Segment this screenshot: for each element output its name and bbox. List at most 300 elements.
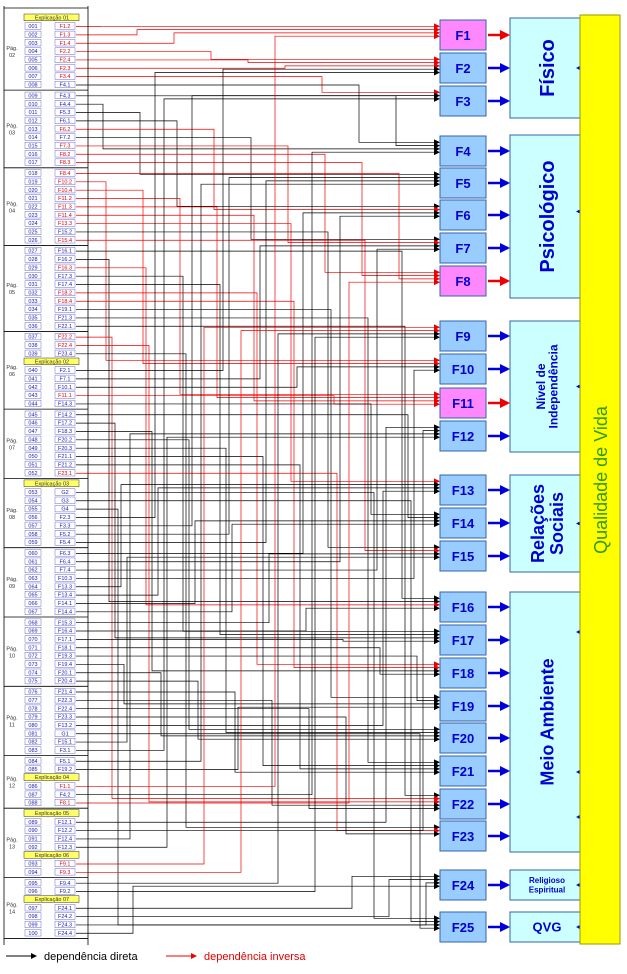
question-code: 078 bbox=[28, 706, 38, 713]
page-label: 11 bbox=[9, 722, 15, 729]
question-code: 074 bbox=[28, 670, 38, 677]
question-code: 071 bbox=[28, 645, 38, 652]
dependency-line bbox=[76, 681, 439, 739]
question-facet-code: F16.2 bbox=[57, 257, 73, 264]
question-code: 079 bbox=[28, 714, 38, 721]
question-code: 086 bbox=[28, 783, 38, 790]
question-facet-code: F16.4 bbox=[57, 628, 73, 635]
page-label: Pág. bbox=[6, 123, 18, 130]
page-label: Pág. bbox=[6, 776, 18, 783]
question-code: 047 bbox=[28, 429, 38, 436]
dependency-line bbox=[76, 146, 439, 243]
question-code: 066 bbox=[28, 601, 38, 608]
page-label: Pág. bbox=[6, 438, 18, 445]
facet-label: F6 bbox=[455, 208, 471, 223]
page-label: 02 bbox=[8, 53, 16, 60]
domain-label: Nível de bbox=[533, 363, 548, 410]
question-facet-code: F22.1 bbox=[57, 323, 73, 330]
question-facet-code: G4 bbox=[61, 506, 69, 513]
question-code: 046 bbox=[28, 420, 38, 427]
dependency-line bbox=[76, 181, 439, 543]
question-code: 041 bbox=[28, 376, 38, 383]
question-facet-code: F1.2 bbox=[59, 24, 71, 31]
question-code: 057 bbox=[28, 523, 38, 530]
question-code: 017 bbox=[28, 160, 38, 167]
question-facet-code: F22.4 bbox=[57, 706, 73, 713]
facet-label: F19 bbox=[451, 699, 475, 714]
page-label: Pág. bbox=[6, 201, 18, 208]
page-label: Pág. bbox=[6, 365, 18, 372]
dependency-line bbox=[76, 163, 439, 276]
question-code: 024 bbox=[28, 221, 38, 228]
dependency-line bbox=[76, 700, 439, 805]
question-facet-code: F18.2 bbox=[57, 290, 73, 297]
dependency-line bbox=[76, 457, 439, 766]
facet-label: F25 bbox=[451, 920, 475, 935]
dependency-line bbox=[76, 85, 439, 142]
question-code: 053 bbox=[28, 490, 38, 496]
question-code: 010 bbox=[28, 101, 38, 108]
question-code: 008 bbox=[28, 82, 38, 89]
explicacao-label: Explicação 07 bbox=[34, 897, 70, 904]
question-code: 091 bbox=[28, 836, 38, 843]
dependency-line bbox=[76, 184, 439, 761]
question-facet-code: F9.3 bbox=[59, 869, 71, 876]
dependency-line bbox=[76, 224, 439, 482]
question-facet-code: F13.3 bbox=[57, 221, 73, 228]
question-facet-code: F17.1 bbox=[57, 636, 73, 643]
facet-label: F22 bbox=[451, 797, 475, 812]
dependency-line bbox=[76, 354, 439, 827]
question-facet-code: F3.3 bbox=[59, 523, 71, 530]
question-code: 088 bbox=[28, 800, 38, 807]
explicacao-label: Explicação 02 bbox=[34, 359, 70, 366]
question-code: 012 bbox=[28, 118, 38, 125]
dependency-line bbox=[76, 268, 439, 605]
dependency-line bbox=[76, 251, 439, 598]
question-facet-code: F20.4 bbox=[57, 678, 73, 685]
question-facet-code: F11.1 bbox=[58, 393, 72, 400]
dependency-line bbox=[76, 249, 439, 570]
question-facet-code: F4.3 bbox=[59, 93, 71, 100]
question-facet-code: F24.4 bbox=[57, 930, 73, 937]
question-facet-code: F12.1 bbox=[57, 819, 73, 826]
dependency-line bbox=[76, 207, 439, 398]
question-code: 052 bbox=[28, 470, 38, 477]
question-code: 056 bbox=[28, 515, 38, 522]
question-facet-code: F22.3 bbox=[57, 697, 73, 704]
question-facet-code: F8.1 bbox=[59, 800, 71, 807]
question-facet-code: F18.4 bbox=[57, 298, 73, 305]
question-code: 068 bbox=[28, 620, 38, 627]
question-facet-code: F5.1 bbox=[59, 758, 71, 765]
question-facet-code: F5.3 bbox=[59, 110, 71, 117]
page-label: 09 bbox=[8, 584, 16, 591]
dependency-line bbox=[76, 427, 439, 822]
question-code: 033 bbox=[28, 298, 38, 305]
domain-label: Independência bbox=[546, 344, 561, 429]
question-facet-code: F3.1 bbox=[59, 748, 71, 754]
question-code: 034 bbox=[28, 307, 38, 314]
dependency-line bbox=[76, 73, 439, 518]
dependency-line bbox=[76, 707, 439, 769]
domain-label: Sociais bbox=[546, 491, 567, 556]
facet-label: F20 bbox=[451, 731, 475, 746]
question-facet-code: F9.4 bbox=[59, 880, 71, 887]
legend-direct-label: dependência direta bbox=[44, 951, 138, 963]
domain-label: Espiritual bbox=[528, 885, 566, 895]
question-facet-code: F2.3 bbox=[59, 515, 71, 522]
dependency-line bbox=[76, 121, 439, 206]
question-facet-code: F7.3 bbox=[59, 143, 71, 150]
question-code: 058 bbox=[28, 531, 38, 538]
question-facet-code: F7.4 bbox=[59, 567, 71, 574]
facet-label: F17 bbox=[451, 633, 475, 648]
question-facet-code: F18.3 bbox=[57, 429, 73, 436]
question-facet-code: F20.3 bbox=[57, 445, 73, 452]
dependency-line bbox=[76, 709, 439, 809]
question-code: 085 bbox=[28, 767, 38, 774]
page-label: 03 bbox=[8, 130, 16, 137]
question-code: 014 bbox=[28, 135, 38, 142]
question-facet-code: F15.2 bbox=[57, 229, 73, 236]
question-facet-code: F11.2 bbox=[58, 196, 72, 203]
dependency-line bbox=[76, 173, 439, 278]
question-code: 030 bbox=[28, 273, 38, 280]
question-facet-code: F11.4 bbox=[58, 212, 72, 219]
domain-label: QVG bbox=[532, 919, 562, 935]
question-code: 032 bbox=[28, 290, 38, 297]
question-code: 054 bbox=[28, 498, 38, 505]
dependency-line bbox=[76, 66, 439, 68]
question-facet-code: F8.2 bbox=[59, 151, 71, 158]
question-code: 023 bbox=[28, 212, 38, 219]
question-code: 018 bbox=[28, 171, 38, 178]
page-label: 05 bbox=[8, 290, 16, 297]
facet-label: F21 bbox=[451, 764, 475, 779]
dependency-line bbox=[76, 876, 439, 908]
question-code: 004 bbox=[28, 49, 38, 56]
question-facet-code: F2.3 bbox=[59, 65, 71, 72]
question-code: 097 bbox=[28, 905, 38, 912]
dependency-line bbox=[76, 415, 439, 518]
question-code: 050 bbox=[28, 454, 38, 461]
dependency-line bbox=[76, 113, 439, 175]
dependency-line bbox=[76, 30, 439, 35]
facet-label: F1 bbox=[455, 28, 471, 43]
question-facet-code: F24.3 bbox=[57, 922, 73, 929]
dependency-line bbox=[76, 639, 439, 641]
dependency-line bbox=[76, 501, 439, 922]
question-facet-code: F22.4 bbox=[57, 343, 73, 350]
question-facet-code: F8.4 bbox=[59, 171, 71, 178]
question-code: 045 bbox=[28, 412, 38, 419]
facet-label: F7 bbox=[455, 241, 471, 256]
question-facet-code: F15.4 bbox=[57, 237, 73, 244]
dependency-line bbox=[76, 178, 439, 535]
question-facet-code: F3.4 bbox=[59, 74, 71, 81]
question-code: 036 bbox=[28, 323, 38, 330]
dependency-line bbox=[76, 154, 439, 272]
question-facet-code: F9.2 bbox=[59, 889, 71, 896]
question-code: 090 bbox=[28, 828, 38, 835]
dependency-line bbox=[76, 327, 439, 864]
question-code: 087 bbox=[28, 792, 38, 799]
facet-label: F12 bbox=[451, 429, 475, 444]
question-code: 011 bbox=[28, 110, 38, 117]
question-code: 084 bbox=[28, 758, 38, 765]
question-facet-code: F19.3 bbox=[57, 653, 73, 660]
dependency-line bbox=[76, 440, 439, 729]
question-code: 067 bbox=[28, 609, 38, 616]
dependency-line bbox=[76, 396, 439, 405]
question-facet-code: F21.3 bbox=[57, 315, 73, 322]
question-code: 061 bbox=[28, 559, 38, 566]
question-list bbox=[4, 6, 88, 945]
question-facet-code: F14.3 bbox=[57, 401, 73, 408]
question-code: 015 bbox=[28, 143, 38, 150]
question-code: 075 bbox=[28, 678, 38, 685]
question-facet-code: F17.3 bbox=[57, 273, 73, 280]
question-facet-code: F17.2 bbox=[57, 420, 73, 427]
question-code: 073 bbox=[28, 662, 38, 668]
question-facet-code: F7.1 bbox=[59, 376, 71, 383]
facet-label: F10 bbox=[451, 362, 475, 377]
facet-label: F13 bbox=[451, 483, 475, 498]
facet-label: F2 bbox=[455, 61, 471, 76]
dependency-line bbox=[76, 33, 439, 43]
page-label: Pág. bbox=[6, 46, 18, 53]
question-facet-code: F15.3 bbox=[57, 620, 73, 627]
dependency-line bbox=[76, 404, 439, 514]
dependency-line bbox=[76, 431, 439, 670]
question-code: 093 bbox=[28, 861, 38, 868]
question-code: 029 bbox=[28, 265, 38, 272]
question-facet-code: F15.1 bbox=[57, 739, 73, 746]
dependency-line bbox=[76, 664, 439, 703]
question-facet-code: F16.3 bbox=[57, 265, 73, 272]
dependency-line bbox=[76, 656, 439, 701]
dependency-line bbox=[76, 524, 439, 612]
question-code: 089 bbox=[28, 819, 38, 826]
question-code: 025 bbox=[28, 229, 38, 236]
question-facet-code: G2 bbox=[61, 490, 69, 496]
question-code: 019 bbox=[28, 179, 38, 186]
dependency-line bbox=[76, 434, 439, 839]
page-label: Pág. bbox=[6, 646, 18, 653]
explicacao-label: Explicação 06 bbox=[34, 852, 70, 859]
question-code: 092 bbox=[28, 844, 38, 851]
question-code: 083 bbox=[28, 748, 38, 754]
page-label: Pág. bbox=[6, 283, 18, 290]
question-code: 096 bbox=[28, 889, 38, 896]
dependency-line bbox=[76, 473, 439, 830]
dependency-line bbox=[76, 182, 439, 360]
page-label: 10 bbox=[8, 653, 16, 660]
question-facet-code: F21.2 bbox=[57, 462, 73, 469]
question-facet-code: F6.2 bbox=[59, 126, 71, 133]
question-code: 001 bbox=[28, 24, 38, 31]
question-facet-code: F23.4 bbox=[57, 351, 73, 358]
question-facet-code: F22.2 bbox=[57, 334, 73, 341]
dependency-line bbox=[76, 734, 439, 928]
question-facet-code: F1.4 bbox=[59, 40, 71, 47]
question-code: 039 bbox=[28, 351, 38, 358]
question-facet-code: F1.1 bbox=[59, 783, 71, 790]
question-code: 062 bbox=[28, 567, 38, 574]
facet-label: F9 bbox=[455, 329, 471, 344]
facet-label: F11 bbox=[452, 396, 474, 411]
dependency-line bbox=[76, 129, 439, 209]
question-facet-code: F12.2 bbox=[57, 828, 73, 835]
domain-label: Relações bbox=[527, 483, 548, 564]
question-facet-code: F19.4 bbox=[57, 662, 73, 668]
question-code: 003 bbox=[28, 40, 38, 47]
question-code: 059 bbox=[28, 540, 38, 547]
facet-label: F23 bbox=[451, 829, 475, 844]
question-facet-code: F10.4 bbox=[57, 187, 73, 194]
question-code: 013 bbox=[28, 126, 38, 133]
question-code: 072 bbox=[28, 653, 38, 660]
question-code: 095 bbox=[28, 880, 38, 887]
dependency-line bbox=[76, 521, 439, 604]
question-code: 069 bbox=[28, 628, 38, 635]
question-code: 081 bbox=[28, 731, 38, 738]
question-facet-code: F4.1 bbox=[59, 82, 71, 89]
question-facet-code: F21.1 bbox=[57, 454, 73, 461]
page-label: Pág. bbox=[6, 507, 18, 514]
page-label: Pág. bbox=[6, 715, 18, 722]
dependency-line bbox=[76, 880, 439, 917]
question-facet-code: F21.4 bbox=[57, 689, 73, 696]
question-facet-code: F13.4 bbox=[57, 592, 73, 599]
dependency-line bbox=[76, 60, 439, 63]
question-code: 042 bbox=[28, 384, 38, 391]
question-facet-code: F10.2 bbox=[57, 179, 73, 186]
page-label: 12 bbox=[8, 783, 16, 790]
legend-inverse-label: dependência inversa bbox=[204, 951, 306, 963]
question-code: 076 bbox=[28, 689, 38, 696]
question-facet-code: F2.2 bbox=[59, 49, 71, 56]
dependency-line bbox=[76, 96, 439, 526]
question-code: 005 bbox=[28, 57, 38, 64]
page-label: Pág. bbox=[6, 837, 18, 844]
question-facet-code: G3 bbox=[61, 498, 69, 505]
dependency-line bbox=[76, 326, 439, 795]
page-label: Pág. bbox=[6, 902, 18, 909]
question-code: 007 bbox=[28, 74, 38, 81]
question-facet-code: F23.1 bbox=[57, 470, 73, 477]
question-code: 006 bbox=[28, 65, 38, 72]
dependency-line bbox=[76, 485, 439, 587]
dependency-line bbox=[76, 77, 439, 93]
dependency-line bbox=[76, 367, 439, 387]
legend bbox=[6, 951, 306, 963]
question-code: 064 bbox=[28, 584, 38, 591]
question-facet-code: F10.1 bbox=[57, 384, 73, 391]
question-code: 051 bbox=[28, 462, 38, 469]
question-code: 065 bbox=[28, 592, 38, 599]
question-facet-code: F5.4 bbox=[59, 540, 71, 547]
question-code: 082 bbox=[28, 739, 38, 746]
dependency-line bbox=[76, 557, 439, 742]
domain-label: Psicológico bbox=[537, 160, 559, 273]
question-facet-code: F23.3 bbox=[57, 714, 73, 721]
question-facet-code: F6.4 bbox=[59, 559, 71, 566]
question-code: 048 bbox=[28, 437, 38, 444]
dependency-line bbox=[76, 276, 439, 631]
facet-label: F5 bbox=[455, 176, 471, 191]
question-facet-code: F13.3 bbox=[57, 584, 73, 591]
question-facet-code: F4.2 bbox=[59, 792, 71, 799]
page-label: 14 bbox=[8, 909, 16, 916]
question-code: 080 bbox=[28, 722, 38, 729]
facet-label: F15 bbox=[451, 549, 475, 564]
page-label: 07 bbox=[8, 445, 16, 452]
facet-label: F18 bbox=[451, 666, 475, 681]
dependency-line bbox=[76, 246, 439, 379]
page-label: 04 bbox=[8, 208, 16, 215]
dependency-line bbox=[76, 673, 439, 736]
facet-boxes bbox=[440, 20, 486, 942]
question-code: 040 bbox=[28, 368, 38, 375]
domain-label: Físico bbox=[537, 39, 559, 97]
question-code: 020 bbox=[28, 187, 38, 194]
question-facet-code: F24.2 bbox=[57, 914, 73, 921]
question-code: 021 bbox=[28, 196, 38, 203]
facet-label: F14 bbox=[451, 516, 475, 531]
dependency-line bbox=[76, 213, 439, 553]
explicacao-label: Explicação 03 bbox=[34, 481, 70, 488]
facet-label: F3 bbox=[455, 94, 471, 109]
dependency-line bbox=[76, 423, 439, 638]
dependency-line bbox=[76, 488, 439, 595]
dependency-line bbox=[76, 554, 439, 623]
question-facet-code: F2.1 bbox=[59, 368, 71, 375]
question-facet-code: F14.2 bbox=[57, 412, 73, 419]
question-code: 077 bbox=[28, 697, 38, 704]
explicacao-label: Explicação 05 bbox=[34, 811, 70, 818]
domain-label: Meio Ambiente bbox=[537, 658, 558, 786]
question-facet-code: F18.1 bbox=[57, 645, 73, 652]
dependency-lines bbox=[76, 26, 439, 933]
question-facet-code: F4.4 bbox=[59, 101, 71, 108]
facet-label: F24 bbox=[451, 878, 475, 893]
question-facet-code: F13.2 bbox=[57, 722, 73, 729]
question-code: 031 bbox=[28, 282, 38, 289]
dependency-line bbox=[76, 318, 439, 762]
question-facet-code: F1.3 bbox=[59, 32, 71, 39]
explicacao-label: Explicação 01 bbox=[34, 15, 70, 22]
dependency-line bbox=[76, 99, 439, 751]
facet-label: F4 bbox=[455, 144, 471, 159]
dependency-line bbox=[76, 293, 439, 664]
question-facet-code: F20.1 bbox=[57, 670, 73, 677]
question-code: 063 bbox=[28, 576, 38, 582]
dependency-line bbox=[76, 717, 439, 834]
question-code: 100 bbox=[28, 930, 38, 937]
dependency-line bbox=[76, 199, 439, 395]
dependency-line bbox=[76, 492, 439, 918]
explicacao-label: Explicação 04 bbox=[34, 775, 70, 782]
question-code: 009 bbox=[28, 93, 38, 100]
question-facet-code: F12.3 bbox=[57, 844, 73, 851]
dependency-line bbox=[76, 232, 439, 547]
question-facet-code: F19.1 bbox=[57, 307, 73, 314]
question-facet-code: F17.4 bbox=[57, 282, 73, 289]
question-code: 022 bbox=[28, 204, 38, 211]
overall-label: Qualidade de Vida bbox=[591, 406, 611, 554]
